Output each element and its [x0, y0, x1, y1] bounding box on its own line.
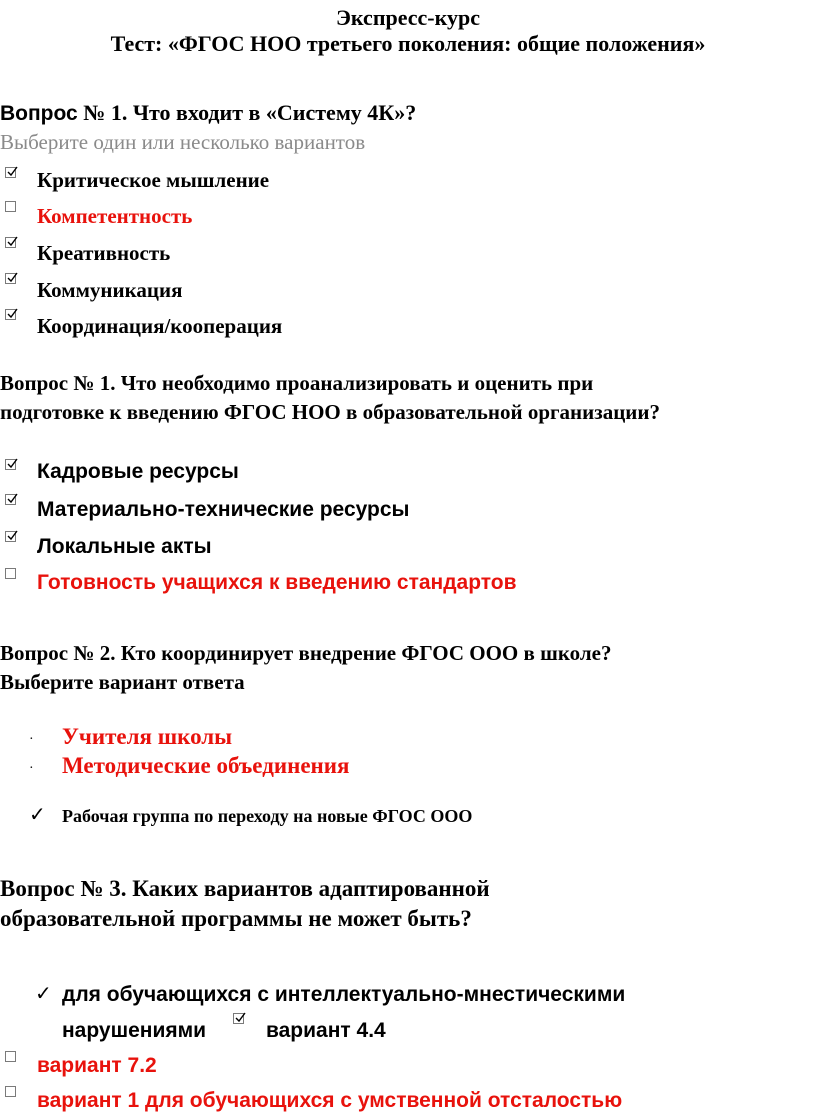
q1-label: Вопрос	[0, 102, 78, 125]
q2-option-4-label: Готовность учащихся к введению стандартов	[37, 571, 517, 594]
check-icon	[6, 272, 18, 284]
q4-option-1-check-icon: ✓	[35, 981, 52, 1005]
q1-option-4-checkbox[interactable]	[5, 273, 16, 284]
q1-option-4-label: Коммуникация	[37, 278, 183, 302]
q4-option-2-checkbox[interactable]	[5, 1051, 16, 1062]
q2-option-2-checkbox[interactable]	[5, 494, 16, 505]
q1-option-3-checkbox[interactable]	[5, 237, 16, 248]
q4-option-3-label: вариант 1 для обучающихся с умственной отсталостью	[37, 1089, 623, 1112]
check-icon	[6, 166, 18, 178]
q4-heading-line1: Вопрос № 3. Каких вариантов адаптированной	[0, 876, 490, 901]
q3-option-2-label: Методические объединения	[62, 753, 350, 778]
q4-option-3-checkbox[interactable]	[5, 1086, 16, 1097]
q4-option-2-label: вариант 7.2	[37, 1054, 157, 1077]
q2-option-4-checkbox[interactable]	[5, 568, 16, 579]
q2-option-1-label: Кадровые ресурсы	[37, 460, 239, 483]
course-title: Экспресс-курс	[336, 5, 480, 30]
q1-number: № 1.	[83, 100, 128, 125]
q4-option-1-label-line1: для обучающихся с интеллектуально-мнестическими	[62, 983, 626, 1006]
q2-option-2-label: Материально-технические ресурсы	[37, 498, 410, 521]
q3-heading-line1: Вопрос № 2. Кто координирует внедрение ФГОС ООО в школе?	[0, 641, 612, 665]
q2-heading-line1: Вопрос № 1. Что необходимо проанализировать и оценить при	[0, 371, 594, 395]
q1-text: Что входит в «Систему 4К»?	[132, 100, 417, 125]
q2-heading-line2: подготовке к введению ФГОС НОО в образовательной организации?	[0, 400, 660, 424]
q2-option-3-checkbox[interactable]	[5, 531, 16, 542]
q1-option-2-label: Компетентность	[37, 204, 193, 228]
q1-option-3-label: Креативность	[37, 241, 171, 265]
q2-option-1-checkbox[interactable]	[5, 459, 16, 470]
check-icon	[6, 308, 18, 320]
q1-option-1-checkbox[interactable]	[5, 167, 16, 178]
q1-option-1-label: Критическое мышление	[37, 168, 270, 192]
q1-option-5-checkbox[interactable]	[5, 309, 16, 320]
check-icon	[234, 1012, 246, 1024]
check-icon	[6, 493, 18, 505]
q1-option-5-label: Координация/кооперация	[37, 314, 283, 338]
q4-inline-checkbox[interactable]	[233, 1013, 244, 1024]
check-icon	[6, 458, 18, 470]
q3-option-1-label: Учителя школы	[62, 724, 233, 749]
q3-option-2-bullet: ·	[29, 761, 34, 776]
q3-option-3-label: Рабочая группа по переходу на новые ФГОС ООО	[62, 806, 473, 826]
q3-heading-line2: Выберите вариант ответа	[0, 670, 245, 694]
q1-heading	[0, 100, 416, 126]
test-title: Тест: «ФГОС НОО третьего поколения: общие положения»	[110, 31, 706, 56]
check-icon	[6, 236, 18, 248]
q4-option-1-label-line2: нарушениями	[62, 1019, 207, 1042]
q1-hint: Выберите один или несколько вариантов	[0, 130, 366, 154]
q1-option-2-checkbox[interactable]	[5, 201, 16, 212]
q2-option-3-label: Локальные акты	[37, 535, 212, 558]
q3-option-3-check-icon: ✓	[29, 802, 46, 826]
q3-option-1-bullet: ·	[29, 732, 34, 747]
check-icon	[6, 530, 18, 542]
q4-heading-line2: образовательной программы не может быть?	[0, 906, 472, 931]
q4-option-1-tail: вариант 4.4	[266, 1019, 386, 1042]
